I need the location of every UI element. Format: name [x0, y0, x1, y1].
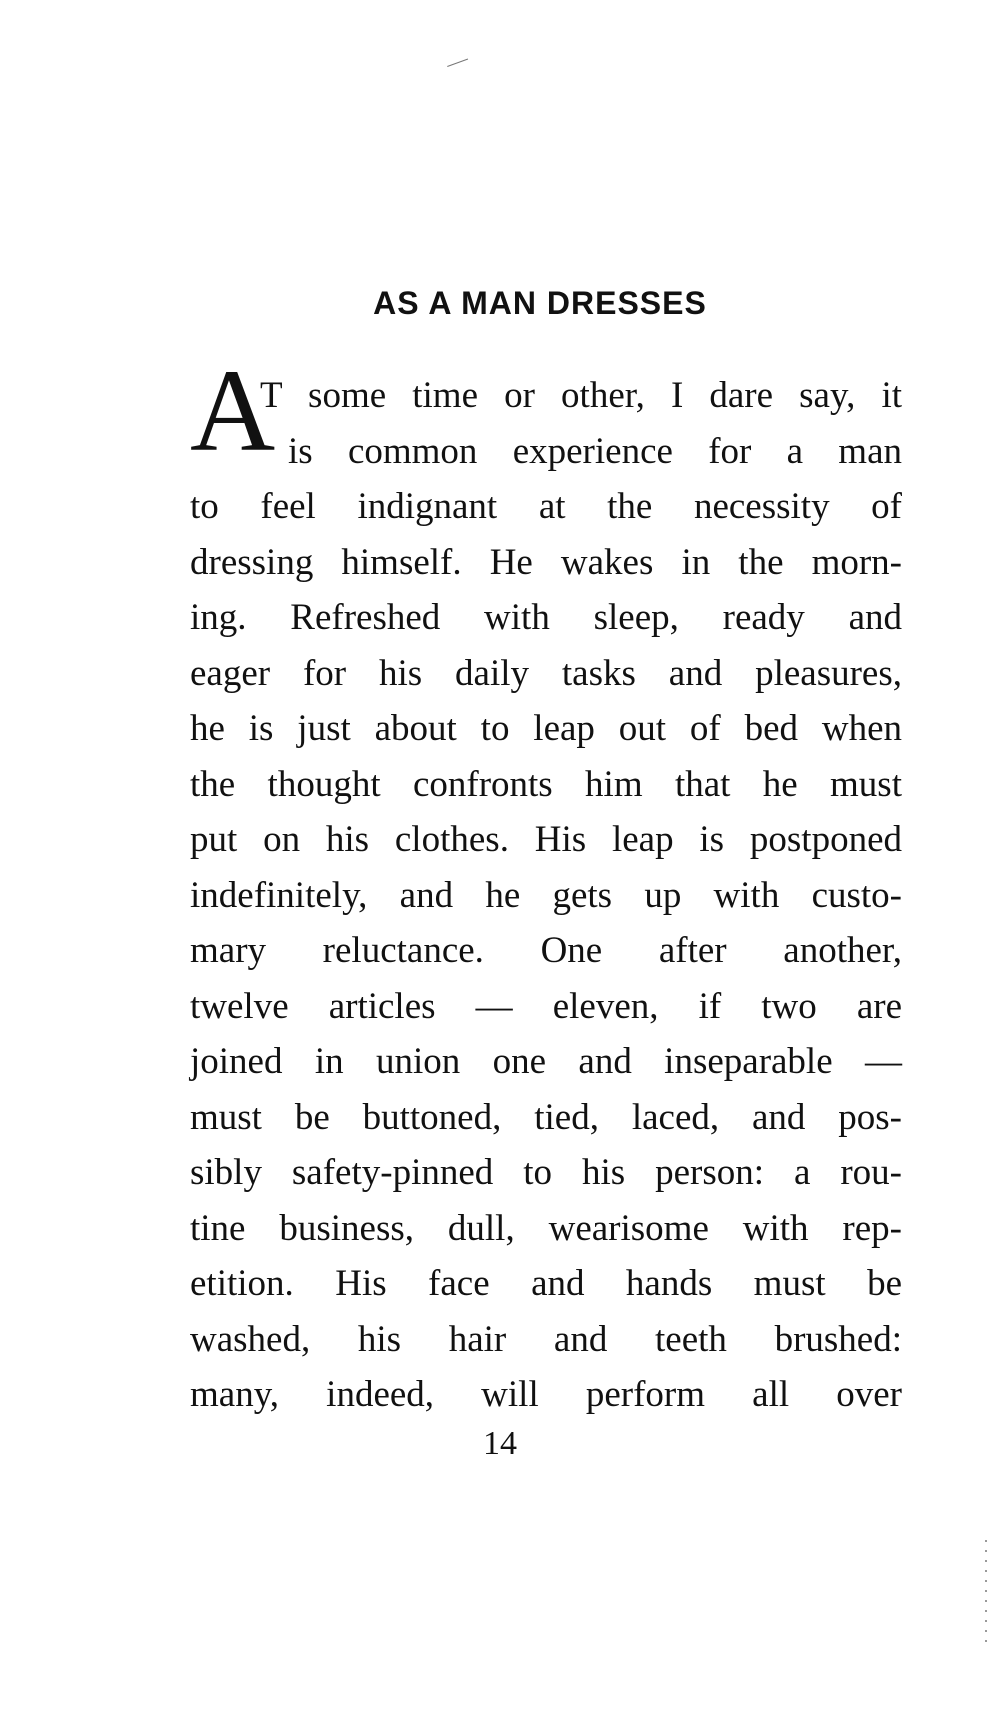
text-line: is common experience for a man — [288, 430, 902, 472]
ink-mark — [447, 59, 471, 75]
drop-cap: A — [190, 345, 276, 476]
text-line: must be buttoned, tied, laced, and pos- — [190, 1096, 902, 1138]
text-line: dressing himself. He wakes in the morn- — [190, 541, 902, 583]
text-line: ing. Refreshed with sleep, ready and — [190, 597, 902, 638]
text-line: put on his clothes. His leap is postponed — [190, 819, 902, 860]
text-line: joined in union one and inseparable — — [190, 1041, 902, 1082]
text-line: indefinitely, and he gets up with custo- — [190, 874, 902, 916]
text-line: T some time or other, I dare say, it — [260, 375, 902, 416]
text-line: washed, his hair and teeth brushed: — [190, 1318, 902, 1360]
text-line: eager for his daily tasks and pleasures, — [190, 652, 902, 694]
text-line: mary reluctance. One after another, — [190, 930, 902, 971]
text-line: twelve articles — eleven, if two are — [190, 985, 902, 1027]
page-edge-specks — [985, 1540, 987, 1650]
text-line: many, indeed, will perform all over — [190, 1374, 902, 1415]
chapter-title: AS A MAN DRESSES — [373, 285, 707, 321]
page-number: 14 — [483, 1425, 517, 1462]
text-line: the thought confronts him that he must — [190, 763, 902, 805]
body-text — [190, 368, 902, 1423]
text-line: etition. His face and hands must be — [190, 1263, 902, 1304]
text-line: sibly safety-pinned to his person: a rou- — [190, 1152, 902, 1193]
text-line: to feel indignant at the necessity of — [190, 486, 902, 527]
text-line: tine business, dull, wearisome with rep- — [190, 1207, 902, 1249]
text-line: he is just about to leap out of bed when — [190, 708, 902, 749]
